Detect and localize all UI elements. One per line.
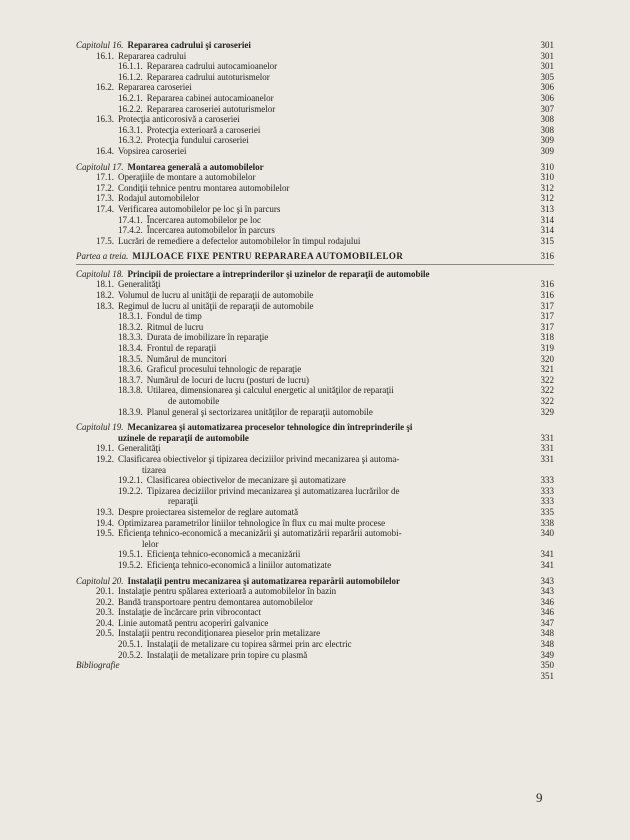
toc-entry	[76, 332, 554, 343]
toc-entry-title: Instalaţii de metalizare prin topire cu plasmă	[146, 649, 308, 660]
toc-entry-title: Rodajul automobilelor	[118, 193, 200, 204]
toc-entry-title: Linie automată pentru acoperiri galvanice	[118, 617, 269, 628]
toc-entry	[76, 560, 554, 571]
toc-entry	[76, 146, 554, 157]
toc-entry-title: Repararea cadrului	[118, 50, 187, 61]
toc-entry-number: Capitolul 18.	[76, 268, 124, 279]
toc-entry-number: 19.2.2.	[118, 485, 143, 496]
toc-entry-page: 338	[540, 517, 554, 528]
toc-entry-title: Eficienţa tehnico-economică a mecanizării	[146, 549, 301, 560]
toc-entry-title: Tipizarea deciziilor privind mecanizarea şi automatizarea lucrărilor de	[146, 485, 400, 496]
toc-entry-title: Încercarea automobilelor pe loc	[146, 214, 261, 225]
toc-entry	[76, 639, 554, 650]
toc-entry	[76, 82, 554, 93]
toc-entry-page: 301	[540, 40, 554, 50]
toc-entry-page: 343	[540, 575, 554, 586]
toc-entry-title: Operaţiile de montare a automobilelor	[118, 172, 256, 183]
toc-entry-title: Principii de proiectare a întreprinderilor şi uzinelor de reparaţii de automobile	[127, 268, 430, 279]
toc-entry	[76, 454, 554, 465]
toc-entry-page: 313	[540, 203, 554, 214]
toc-entry-number: 17.4.2.	[118, 225, 143, 236]
toc-entry-page: 347	[540, 617, 554, 628]
toc-entry-page: 317	[540, 300, 554, 311]
toc-entry	[76, 539, 554, 550]
toc-entry-page: 343	[540, 586, 554, 597]
toc-entry-page: 322	[540, 385, 554, 396]
toc-entry-page: 310	[540, 172, 554, 183]
toc-entry	[76, 528, 554, 539]
toc-entry-number: 20.5.1.	[118, 639, 143, 650]
toc-entry-continuation: uzinele de reparaţii de automobile	[118, 432, 249, 443]
toc-entry-title: Clasificarea obiectivelor de mecanizare şi automatizare	[146, 475, 346, 486]
toc-entry-page: 350	[540, 660, 554, 671]
toc-entry	[76, 671, 554, 682]
toc-entry-number: 19.2.	[96, 453, 114, 464]
toc-entry-continuation: tizarea	[142, 464, 166, 475]
toc-entry-title: Generalităţi	[118, 443, 161, 454]
toc-entry	[76, 433, 554, 444]
toc-entry-page: 312	[540, 193, 554, 204]
toc-entry-page: 301	[540, 61, 554, 72]
toc-entry-number: 20.5.2.	[118, 649, 143, 660]
toc-entry-number: Capitolul 19.	[76, 422, 124, 433]
toc-entry-title: Planul general şi sectorizarea unităţilor de reparaţii automobile	[146, 406, 373, 417]
toc-entry-number: 20.1.	[96, 586, 114, 597]
toc-entry	[76, 443, 554, 454]
toc-entry-number: 20.2.	[96, 596, 114, 607]
toc-entry-number: Bibliografie	[76, 660, 120, 671]
table-of-contents	[76, 40, 554, 681]
toc-entry-page: 341	[540, 559, 554, 570]
toc-entry-page: 308	[540, 114, 554, 125]
toc-entry-page: 315	[540, 235, 554, 246]
toc-entry-number: 19.5.	[96, 528, 114, 539]
toc-entry-page: 348	[540, 628, 554, 639]
toc-entry-number: 18.1.	[96, 279, 114, 290]
toc-entry-title: Numărul de muncitori	[146, 353, 227, 364]
toc-chapter-entry	[76, 40, 554, 51]
toc-entry-number: 19.4.	[96, 517, 114, 528]
toc-entry-title: Protecţia fundului caroseriei	[146, 135, 249, 146]
toc-entry-number: 20.3.	[96, 607, 114, 618]
toc-entry	[76, 51, 554, 62]
toc-entry-page: 318	[540, 332, 554, 343]
toc-entry-page: 321	[540, 364, 554, 375]
toc-entry-title: Condiţii tehnice pentru montarea automobilelor	[118, 182, 290, 193]
toc-entry-number: 18.3.7.	[118, 374, 143, 385]
toc-entry-number: 17.2.	[96, 182, 114, 193]
toc-chapter-entry	[76, 576, 554, 587]
toc-entry	[76, 385, 554, 396]
toc-entry-number: 16.1.1.	[118, 61, 143, 72]
toc-entry	[76, 354, 554, 365]
toc-entry-page: 333	[540, 485, 554, 496]
toc-entry-page: 320	[540, 353, 554, 364]
toc-entry-number: 17.4.	[96, 203, 114, 214]
toc-entry	[76, 204, 554, 215]
toc-entry	[76, 183, 554, 194]
toc-entry-title: Repararea cadrului autocamioanelor	[146, 61, 278, 72]
toc-entry-title: Protecţia exterioară a caroseriei	[146, 124, 261, 135]
toc-entry-page: 329	[540, 406, 554, 417]
toc-entry-number: 16.3.2.	[118, 135, 143, 146]
divider	[76, 264, 554, 265]
toc-entry-title: Optimizarea parametrilor liniilor tehnologice în flux cu mai multe procese	[118, 517, 386, 528]
toc-entry-page: 341	[540, 549, 554, 560]
toc-entry-page: 301	[540, 50, 554, 61]
toc-entry-page: 346	[540, 596, 554, 607]
toc-entry-title: Instalaţie de încărcare prin vibrocontact	[118, 607, 261, 618]
toc-entry-title: Ritmul de lucru	[146, 321, 204, 332]
toc-entry	[76, 301, 554, 312]
toc-entry-continuation: lelor	[142, 538, 159, 549]
toc-entry	[76, 465, 554, 476]
toc-entry-page: 309	[540, 135, 554, 146]
toc-entry	[76, 518, 554, 529]
toc-entry	[76, 135, 554, 146]
toc-entry-number: 18.2.	[96, 290, 114, 301]
toc-entry	[76, 343, 554, 354]
page-number: 9	[536, 790, 543, 805]
toc-entry-number: 18.3.6.	[118, 364, 143, 375]
toc-entry-title: Verificarea automobilelor pe loc şi în parcurs	[118, 203, 281, 214]
toc-entry-page: 307	[540, 103, 554, 114]
toc-chapter-entry	[76, 162, 554, 173]
toc-entry	[76, 225, 554, 236]
toc-entry-title: Bandă transportoare pentru demontarea automobilelor	[118, 596, 313, 607]
toc-entry-page: 310	[540, 161, 554, 172]
toc-entry	[76, 607, 554, 618]
toc-entry	[76, 311, 554, 322]
toc-entry-title: Durata de imobilizare în reparaţie	[146, 332, 269, 343]
toc-entry-title: Repararea cabinei autocamioanelor	[146, 92, 274, 103]
toc-entry-number: 16.3.1.	[118, 124, 143, 135]
toc-entry-number: 16.3.	[96, 114, 114, 125]
toc-entry	[76, 61, 554, 72]
toc-entry-page: 317	[540, 311, 554, 322]
toc-entry-number: 19.2.1.	[118, 475, 143, 486]
toc-entry-title: Volumul de lucru al unităţii de reparaţii de automobile	[118, 290, 314, 301]
toc-entry-number: 18.3.5.	[118, 353, 143, 364]
toc-entry-page: 309	[540, 145, 554, 156]
toc-entry-number: 20.5.	[96, 628, 114, 639]
toc-entry-title: Protecţia anticorosivă a caroseriei	[118, 114, 240, 125]
toc-entry-title: Frontul de reparaţii	[146, 343, 217, 354]
toc-entry-page: 317	[540, 321, 554, 332]
toc-entry-page: 319	[540, 343, 554, 354]
toc-entry-page: 333	[540, 496, 554, 507]
toc-entry	[76, 496, 554, 507]
toc-entry-page: 333	[540, 475, 554, 486]
toc-entry	[76, 93, 554, 104]
toc-entry-number: 16.2.	[96, 82, 114, 93]
toc-entry-title: Eficienţa tehnico-economică a liniilor automatizate	[146, 559, 332, 570]
toc-entry-number: 16.2.1.	[118, 92, 143, 103]
toc-entry-page: 349	[540, 649, 554, 660]
toc-entry-title: Instalaţii pentru mecanizarea şi automatizarea reparării automobilelor	[127, 575, 400, 586]
toc-entry	[76, 364, 554, 375]
toc-entry	[76, 290, 554, 301]
toc-entry-page: 322	[540, 396, 554, 406]
toc-entry-page: 331	[540, 443, 554, 454]
toc-entry	[76, 236, 554, 247]
toc-entry-page: 306	[540, 82, 554, 93]
toc-entry-title: Instalaţii de metalizare cu topirea sârmei prin arc electric	[146, 639, 352, 650]
toc-entry-page: 316	[540, 290, 554, 301]
toc-entry-page: 314	[540, 214, 554, 225]
toc-entry-title: Repararea caroseriei autoturismelor	[146, 103, 276, 114]
toc-entry-title: Graficul procesului tehnologic de reparaţie	[146, 364, 302, 375]
toc-entry-page: 348	[540, 639, 554, 650]
toc-entry-page: 322	[540, 374, 554, 385]
toc-entry-page: 316	[540, 251, 554, 262]
toc-entry-title: Regimul de lucru al unităţii de reparaţii de automobile	[118, 300, 314, 311]
toc-entry-title: Repararea cadrului şi caroseriei	[127, 40, 251, 50]
toc-entry-page: 316	[540, 279, 554, 290]
toc-entry-number: Capitolul 16.	[76, 40, 124, 50]
toc-entry	[76, 586, 554, 597]
toc-entry-number: 18.3.4.	[118, 343, 143, 354]
toc-chapter-entry	[76, 422, 554, 433]
toc-entry-title: Instalaţie pentru spălarea exterioară a automobilelor în bazin	[118, 586, 337, 597]
toc-entry-number: 19.5.2.	[118, 559, 143, 570]
toc-entry-title: Clasificarea obiectivelor şi tipizarea deciziilor privind mecanizarea şi automa-	[118, 453, 400, 464]
toc-entry	[76, 114, 554, 125]
toc-entry-number: Partea a treia.	[76, 251, 129, 262]
toc-entry-title: Eficienţa tehnico-economică a mecanizării şi automatizării reparării automobi-	[118, 528, 402, 539]
toc-entry	[76, 650, 554, 661]
toc-entry	[76, 104, 554, 115]
toc-chapter-entry	[76, 660, 554, 671]
toc-entry-number: 16.4.	[96, 145, 114, 156]
toc-entry	[76, 72, 554, 83]
toc-entry-number: 16.1.	[96, 50, 114, 61]
toc-entry	[76, 507, 554, 518]
toc-entry-number: 17.4.1.	[118, 214, 143, 225]
toc-entry-number: 19.3.	[96, 506, 114, 517]
toc-entry	[76, 475, 554, 486]
toc-entry	[76, 407, 554, 418]
toc-entry-number: 18.3.8.	[118, 385, 143, 396]
toc-entry-title: Generalităţi	[118, 279, 161, 290]
toc-entry-title: Montarea generală a automobilelor	[127, 161, 264, 172]
toc-entry	[76, 549, 554, 560]
toc-entry	[76, 193, 554, 204]
toc-entry-number: 17.5.	[96, 235, 114, 246]
toc-entry-title: Repararea cadrului autoturismelor	[146, 71, 270, 82]
toc-entry	[76, 597, 554, 608]
toc-entry-title: Fondul de timp	[146, 311, 202, 322]
toc-chapter-entry	[76, 269, 554, 280]
toc-entry-number: 17.1.	[96, 172, 114, 183]
toc-entry-title: Despre proiectarea sistemelor de reglare automată	[118, 506, 299, 517]
toc-entry-title: Repararea caroseriei	[118, 82, 192, 93]
toc-entry-title: Numărul de locuri de lucru (posturi de lucru)	[146, 374, 309, 385]
toc-entry-number: 19.5.1.	[118, 549, 143, 560]
toc-entry	[76, 396, 554, 407]
toc-entry-number: 16.1.2.	[118, 71, 143, 82]
toc-entry-title: Vopsirea caroseriei	[118, 145, 187, 156]
toc-entry	[76, 375, 554, 386]
toc-entry	[76, 618, 554, 629]
toc-entry	[76, 486, 554, 497]
toc-entry-title: Lucrări de remediere a defectelor automobilelor în timpul rodajului	[118, 235, 361, 246]
toc-entry-continuation: de automobile	[168, 396, 220, 406]
toc-entry-page: 308	[540, 124, 554, 135]
toc-entry-number: 18.3.3.	[118, 332, 143, 343]
toc-entry-title: Instalaţii pentru recondiţionarea pieselor prin metalizare	[118, 628, 321, 639]
toc-entry-title: Mecanizarea şi automatizarea proceselor tehnologice din întreprinderile şi	[127, 422, 413, 433]
toc-entry-number: 18.3.9.	[118, 406, 143, 417]
toc-entry-number: Capitolul 20.	[76, 575, 124, 586]
toc-entry-page: 335	[540, 506, 554, 517]
toc-entry-page: 346	[540, 607, 554, 618]
toc-entry	[76, 125, 554, 136]
toc-entry-page: 314	[540, 225, 554, 236]
toc-entry-number: 20.4.	[96, 617, 114, 628]
toc-entry-number: 18.3.	[96, 300, 114, 311]
toc-entry-continuation: reparaţii	[168, 496, 198, 507]
toc-entry-page: 312	[540, 182, 554, 193]
toc-entry-number: Capitolul 17.	[76, 161, 124, 172]
toc-part-entry	[76, 251, 554, 262]
toc-entry-page: 331	[540, 453, 554, 464]
toc-entry-page: 305	[540, 71, 554, 82]
toc-entry-page: 306	[540, 92, 554, 103]
toc-entry-page: 351	[540, 670, 554, 681]
toc-entry	[76, 215, 554, 226]
toc-entry-number: 19.1.	[96, 443, 114, 454]
toc-entry-number: 16.2.2.	[118, 103, 143, 114]
toc-entry-title: Încercarea automobilelor în parcurs	[146, 225, 275, 236]
toc-entry	[76, 322, 554, 333]
toc-entry-number: 17.3.	[96, 193, 114, 204]
toc-entry-page: 340	[540, 528, 554, 539]
toc-entry-title: MIJLOACE FIXE PENTRU REPARAREA AUTOMOBILELOR	[132, 251, 404, 262]
toc-entry-number: 18.3.1.	[118, 311, 143, 322]
toc-entry-number: 18.3.2.	[118, 321, 143, 332]
toc-entry-page: 331	[540, 432, 554, 443]
toc-entry	[76, 172, 554, 183]
toc-entry	[76, 279, 554, 290]
toc-entry	[76, 628, 554, 639]
toc-entry-title: Utilarea, dimensionarea şi calculul energetic al unităţilor de reparaţii	[146, 385, 394, 396]
